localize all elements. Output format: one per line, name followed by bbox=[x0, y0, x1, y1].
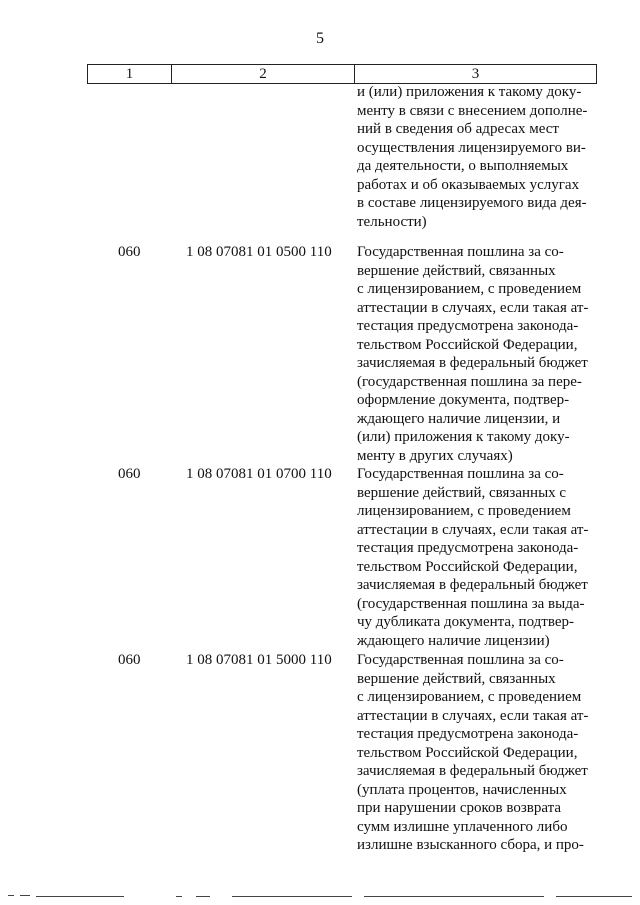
text-line: осуществления лицензируемого ви- bbox=[357, 139, 586, 156]
scan-mark bbox=[196, 896, 210, 897]
text-line: сумм излишне уплаченного либо bbox=[357, 818, 568, 835]
text-line: Государственная пошлина за со- bbox=[357, 652, 564, 668]
text-line: менту в связи с внесением дополне- bbox=[357, 102, 588, 119]
admin-code: 060 bbox=[118, 652, 141, 668]
scan-mark bbox=[36, 896, 124, 897]
continued-description bbox=[357, 83, 607, 231]
text-line: Государственная пошлина за со- bbox=[357, 466, 564, 482]
text-line: вершение действий, связанных bbox=[357, 262, 556, 279]
revenue-description bbox=[357, 465, 607, 650]
text-line: Государственная пошлина за со- bbox=[357, 244, 564, 260]
scan-mark bbox=[176, 896, 182, 897]
scan-mark bbox=[8, 895, 14, 896]
scan-mark bbox=[232, 896, 352, 897]
text-line: с лицензированием, с проведением bbox=[357, 689, 582, 705]
text-line: тельством Российской Федерации, bbox=[357, 558, 578, 575]
text-line: тестация предусмотрена законода- bbox=[357, 726, 579, 742]
text-line: тельством Российской Федерации, bbox=[357, 744, 578, 761]
budget-code: 1 08 07081 01 0500 110 bbox=[186, 244, 332, 260]
text-line: лицензированием, с проведением bbox=[357, 503, 571, 519]
header-col-1: 1 bbox=[88, 65, 172, 83]
header-col-2: 2 bbox=[172, 65, 355, 83]
revenue-description bbox=[357, 243, 607, 465]
text-line: вершение действий, связанных с bbox=[357, 484, 567, 501]
text-line: (государственная пошлина за выда- bbox=[357, 595, 585, 612]
text-line: тестация предусмотрена законода- bbox=[357, 540, 579, 556]
text-line: ний в сведения об адресах мест bbox=[357, 121, 559, 137]
header-col-3: 3 bbox=[471, 66, 480, 82]
text-line: (или) приложения к такому доку- bbox=[357, 429, 570, 445]
text-line: оформление документа, подтвер- bbox=[357, 392, 570, 408]
text-line: аттестации в случаях, если такая ат- bbox=[357, 707, 589, 724]
text-line: излишне взысканного сбора, и про- bbox=[357, 837, 584, 853]
scan-footer-marks bbox=[0, 893, 640, 899]
text-line: зачисляемая в федеральный бюджет bbox=[357, 355, 588, 371]
text-line: аттестации в случаях, если такая ат- bbox=[357, 299, 589, 316]
text-line: менту в других случаях) bbox=[357, 447, 513, 464]
page-number: 5 bbox=[316, 30, 324, 47]
text-line: (государственная пошлина за пере- bbox=[357, 373, 582, 390]
text-line: тельности) bbox=[357, 213, 427, 230]
text-line: зачисляемая в федеральный бюджет bbox=[357, 577, 588, 593]
admin-code: 060 bbox=[118, 244, 141, 260]
text-line: да деятельности, о выполняемых bbox=[357, 158, 569, 174]
table-header bbox=[87, 64, 597, 84]
revenue-description bbox=[357, 651, 607, 855]
text-line: с лицензированием, с проведением bbox=[357, 281, 582, 297]
text-line: чу дубликата документа, подтвер- bbox=[357, 614, 574, 630]
text-line: ждающего наличие лицензии, и bbox=[357, 410, 561, 427]
scan-mark bbox=[20, 895, 30, 896]
text-line: аттестации в случаях, если такая ат- bbox=[357, 521, 589, 538]
budget-code: 1 08 07081 01 5000 110 bbox=[186, 652, 332, 668]
text-line: тельством Российской Федерации, bbox=[357, 336, 578, 353]
text-line: (уплата процентов, начисленных bbox=[357, 781, 567, 798]
admin-code: 060 bbox=[118, 466, 141, 482]
text-line: при нарушении сроков возврата bbox=[357, 800, 562, 816]
text-line: тестация предусмотрена законода- bbox=[357, 318, 579, 334]
scan-mark bbox=[556, 896, 632, 897]
budget-code: 1 08 07081 01 0700 110 bbox=[186, 466, 332, 482]
text-line: ждающего наличие лицензии) bbox=[357, 632, 550, 649]
text-line: и (или) приложения к такому доку- bbox=[357, 84, 582, 100]
text-line: вершение действий, связанных bbox=[357, 670, 556, 687]
text-line: зачисляемая в федеральный бюджет bbox=[357, 763, 588, 779]
text-line: в составе лицензируемого вида дея- bbox=[357, 195, 587, 211]
text-line: работах и об оказываемых услугах bbox=[357, 176, 580, 193]
scan-mark bbox=[364, 896, 544, 897]
